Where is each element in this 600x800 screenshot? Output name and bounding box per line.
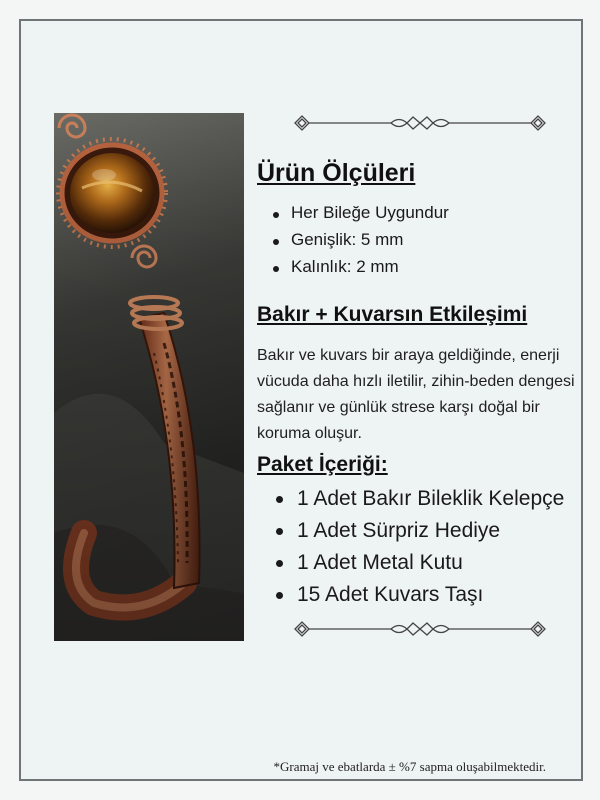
list-item	[297, 515, 564, 547]
decorative-divider-top	[293, 113, 547, 133]
product-card	[19, 19, 583, 781]
list-item	[297, 579, 564, 611]
interaction-heading: Bakır + Kuvarsın Etkileşimi	[257, 303, 528, 326]
list-item	[297, 547, 564, 579]
bullet-icon	[273, 212, 279, 218]
bullet-icon	[276, 592, 283, 599]
package-contents-heading: Paket İçeriği:	[257, 453, 388, 476]
product-dimensions-heading: Ürün Ölçüleri	[257, 159, 416, 187]
interaction-description: Bakır ve kuvars bir araya geldiğinde, enerji vücuda daha hızlı iletilir, zihin-beden dengesi sağlanır ve günlük strese karşı doğal bir koruma oluşur.	[257, 347, 575, 442]
package-contents-list	[297, 483, 564, 611]
list-item	[291, 201, 449, 228]
dimension-text: Kalınlık: 2 mm	[291, 257, 399, 276]
dimension-text: Her Bileğe Uygundur	[291, 203, 449, 222]
bullet-icon	[273, 266, 279, 272]
package-item-text: 1 Adet Metal Kutu	[297, 551, 463, 574]
bullet-icon	[276, 560, 283, 567]
list-item	[291, 255, 449, 282]
weight-size-disclaimer: *Gramaj ve ebatlarda ± %7 sapma oluşabilmektedir.	[273, 759, 546, 774]
dimensions-list	[291, 201, 449, 282]
list-item	[297, 483, 564, 515]
decorative-divider-bottom	[293, 619, 547, 639]
package-item-text: 1 Adet Bakır Bileklik Kelepçe	[297, 487, 565, 510]
bullet-icon	[276, 528, 283, 535]
dimension-text: Genişlik: 5 mm	[291, 230, 404, 249]
package-item-text: 15 Adet Kuvars Taşı	[297, 583, 484, 606]
list-item	[291, 228, 449, 255]
product-photo	[54, 113, 244, 641]
bullet-icon	[276, 496, 283, 503]
package-item-text: 1 Adet Sürpriz Hediye	[297, 519, 501, 542]
copper-bracelet-image	[54, 113, 244, 641]
bullet-icon	[273, 239, 279, 245]
